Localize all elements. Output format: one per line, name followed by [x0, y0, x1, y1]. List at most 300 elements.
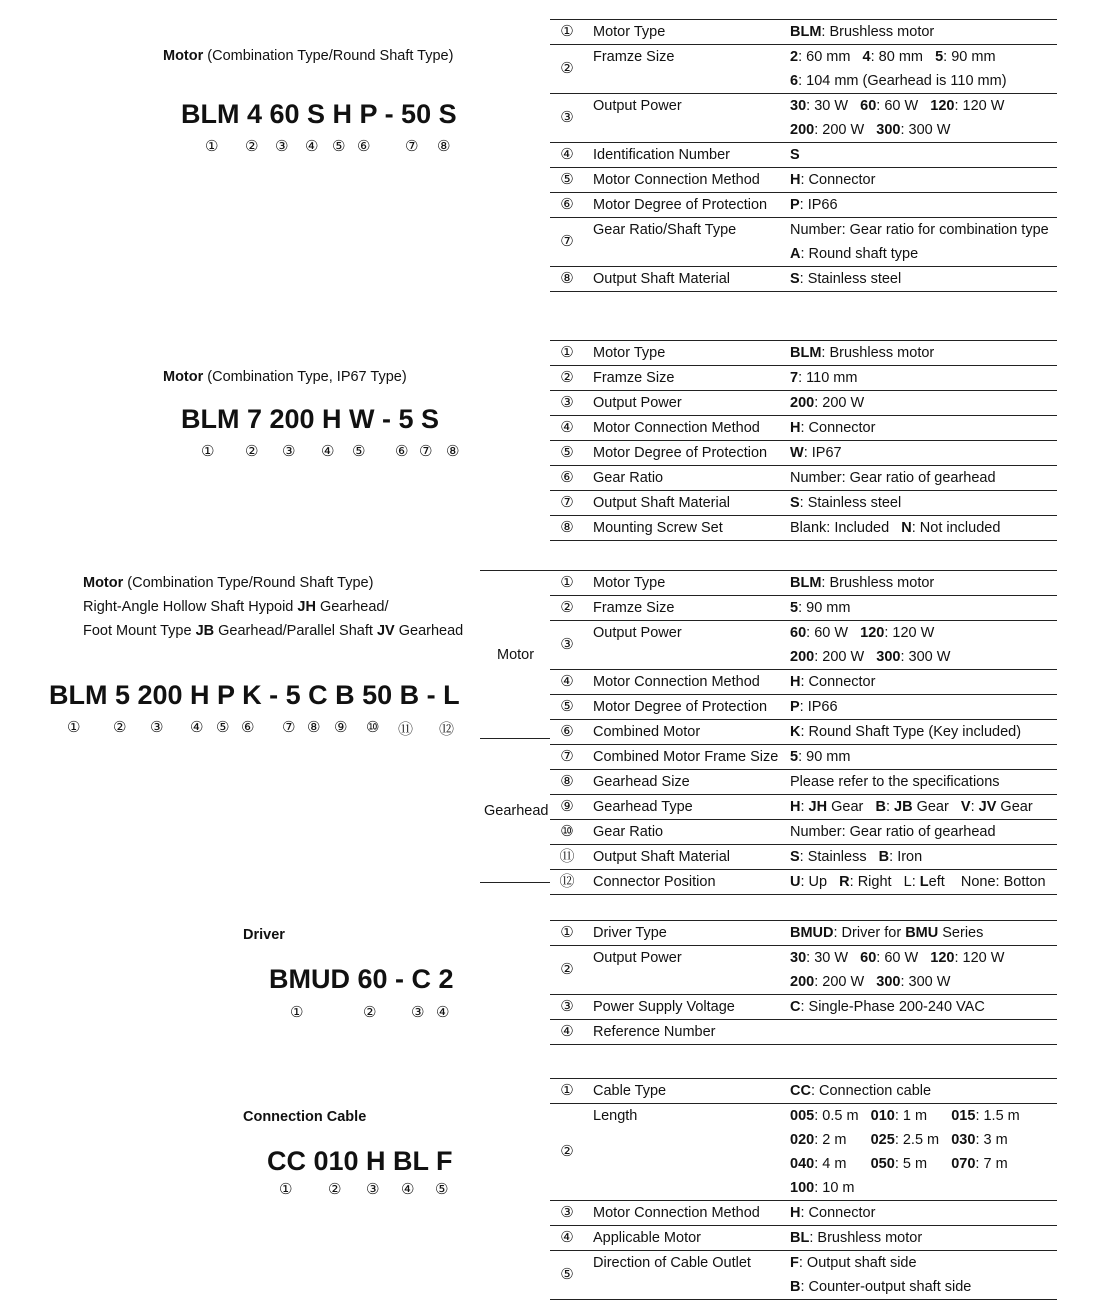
row-number: ① [560, 1082, 574, 1099]
value-text: H [790, 1205, 801, 1221]
value-text: 010 [870, 1108, 895, 1124]
row-number: ⑧ [560, 519, 574, 536]
value-text: 7 [790, 370, 799, 386]
row-number: ⑤ [560, 444, 574, 461]
value-text: : 2 m [814, 1132, 871, 1148]
value-text: 30 [790, 950, 807, 966]
value-text: K [790, 724, 801, 740]
position-number: ⑧ [446, 443, 460, 460]
value-text: : 120 W [954, 98, 1005, 114]
value-line [790, 341, 934, 365]
value-text: BL [790, 1230, 810, 1246]
row-number: ② [560, 60, 574, 77]
row-number: ② [560, 599, 574, 616]
value-text: JH [808, 799, 828, 815]
row-value [790, 995, 985, 1019]
value-text: 5 [790, 600, 799, 616]
value-line [790, 391, 864, 415]
row-label: Length [593, 1108, 638, 1124]
spec-row [550, 516, 1057, 541]
value-text: 60 [860, 98, 877, 114]
spec-row [550, 670, 1057, 695]
row-number: ⑩ [560, 823, 574, 840]
row-value [790, 946, 1004, 994]
row-label: Output Power [593, 625, 682, 641]
value-text: W [790, 445, 804, 461]
position-number: ⑧ [307, 719, 321, 736]
spec-row [550, 770, 1057, 795]
value-text: C [790, 999, 801, 1015]
row-number: ② [560, 961, 574, 978]
position-number: ③ [275, 138, 289, 155]
code-position-numbers [0, 137, 1104, 157]
spec-row [550, 193, 1057, 218]
value-text: : 7 m [975, 1156, 1008, 1172]
row-label: Mounting Screw Set [593, 520, 723, 536]
row-value [790, 820, 996, 844]
spec-table [550, 1078, 1057, 1300]
value-text: P [790, 699, 800, 715]
position-number: ④ [401, 1181, 415, 1198]
group-label-gearhead: Gearhead [484, 803, 549, 819]
value-text: : 90 mm [798, 749, 851, 765]
value-text: : Stainless [799, 849, 879, 865]
value-text: : 90 mm [798, 600, 851, 616]
spec-table [550, 19, 1057, 292]
row-number: ① [560, 344, 574, 361]
value-line [790, 970, 1004, 994]
row-label: Output Shaft Material [593, 271, 731, 287]
value-text: S [790, 271, 800, 287]
value-text: : Connector [800, 172, 876, 188]
spec-row [550, 946, 1057, 995]
row-value [790, 441, 842, 465]
row-label: Motor Type [593, 575, 666, 591]
value-text: : Iron [889, 849, 923, 865]
value-text: 300 [876, 122, 901, 138]
spec-row [550, 795, 1057, 820]
value-text: 100 [790, 1180, 815, 1196]
row-label: Gearhead Type [593, 799, 693, 815]
value-text: H [790, 674, 801, 690]
row-value [790, 720, 1021, 744]
row-value [790, 870, 1046, 894]
spec-row [550, 94, 1057, 143]
value-line [790, 366, 857, 390]
value-text: V [960, 799, 971, 815]
value-text: 4 [862, 49, 871, 65]
value-text: : 120 W [954, 950, 1005, 966]
value-text: A [790, 246, 801, 262]
model-code: BLM 5 200 H P K - 5 C B 50 B - L [49, 680, 460, 710]
value-text: 070 [951, 1156, 976, 1172]
value-line [790, 995, 985, 1019]
value-line [790, 143, 800, 167]
position-number: ② [245, 138, 259, 155]
value-line [790, 845, 922, 869]
value-line [790, 441, 842, 465]
row-label: Motor Connection Method [593, 172, 760, 188]
value-line [790, 193, 838, 217]
row-label: Motor Degree of Protection [593, 445, 768, 461]
value-text: : Brushless motor [809, 1230, 923, 1246]
value-text: 030 [951, 1132, 976, 1148]
section-title: Motor (Combination Type/Round Shaft Type) [83, 575, 374, 591]
spec-row [550, 720, 1057, 745]
spec-row [550, 218, 1057, 267]
row-value [790, 193, 838, 217]
value-line [790, 491, 901, 515]
position-number: ④ [190, 719, 204, 736]
value-line [790, 69, 1007, 93]
row-number: ③ [560, 109, 574, 126]
value-line [790, 267, 901, 291]
row-value [790, 366, 857, 390]
value-text: : 90 mm [943, 49, 996, 65]
spec-row [550, 20, 1057, 45]
section-title-line [83, 599, 389, 615]
value-text: U [790, 874, 801, 890]
value-text: Gearhead [394, 623, 464, 639]
value-text: : 2.5 m [894, 1132, 952, 1148]
value-line [790, 695, 838, 719]
row-number: ⑧ [560, 773, 574, 790]
row-number: ⑥ [560, 469, 574, 486]
value-text: CC [790, 1083, 811, 1099]
value-text: eft None: Botton [928, 874, 1046, 890]
row-value [790, 466, 996, 490]
row-number: ① [560, 574, 574, 591]
value-text: : Connection cable [810, 1083, 932, 1099]
row-value [790, 745, 850, 769]
row-label: Output Power [593, 98, 682, 114]
value-text: : 5 m [894, 1156, 952, 1172]
spec-row [550, 441, 1057, 466]
position-number: ④ [321, 443, 335, 460]
spec-row [550, 870, 1057, 895]
value-text: 015 [951, 1108, 976, 1124]
value-text: L [919, 874, 929, 890]
position-number: ③ [282, 443, 296, 460]
value-text: : Not included [911, 520, 1001, 536]
value-text: JB [195, 623, 215, 639]
value-line [790, 168, 875, 192]
value-line [790, 516, 1000, 540]
position-number: ⑦ [419, 443, 433, 460]
row-label: Motor Connection Method [593, 420, 760, 436]
value-line [790, 670, 875, 694]
code-position-numbers [0, 1180, 1104, 1200]
row-number: ⑪ [559, 848, 575, 865]
row-label: Reference Number [593, 1024, 716, 1040]
group-divider [480, 738, 550, 739]
row-label: Framze Size [593, 600, 675, 616]
spec-row [550, 366, 1057, 391]
row-label: Direction of Cable Outlet [593, 1255, 751, 1271]
value-text: BLM [790, 24, 822, 40]
value-text: Number: Gear ratio for combination type [790, 222, 1049, 238]
value-text: JV [978, 799, 997, 815]
value-line [790, 571, 934, 595]
value-line [790, 1079, 931, 1103]
spec-row [550, 391, 1057, 416]
row-value [790, 45, 1007, 93]
value-text: : 300 W [900, 122, 951, 138]
value-text: H [790, 420, 801, 436]
row-label: Framze Size [593, 49, 675, 65]
value-text: P [790, 197, 800, 213]
spec-row [550, 1251, 1057, 1300]
value-text: BLM [790, 575, 822, 591]
group-divider [480, 570, 550, 571]
section-title-line [83, 623, 463, 639]
value-text: : 200 W [814, 395, 865, 411]
value-text: : 0.5 m [814, 1108, 871, 1124]
position-number: ① [201, 443, 215, 460]
row-label: Cable Type [593, 1083, 667, 1099]
row-label: Gear Ratio/Shaft Type [593, 222, 737, 238]
value-text: : 300 W [900, 649, 951, 665]
value-text: 200 [790, 649, 815, 665]
position-number: ④ [305, 138, 319, 155]
value-text: : 1.5 m [975, 1108, 1020, 1124]
position-number: ② [328, 1181, 342, 1198]
position-number: ⑥ [357, 138, 371, 155]
value-text: : Brushless motor [821, 575, 935, 591]
value-text: 200 [790, 122, 815, 138]
value-text: : Brushless motor [821, 345, 935, 361]
position-number: ② [363, 1004, 377, 1021]
value-line [790, 1152, 1020, 1176]
row-number: ④ [560, 146, 574, 163]
value-line [790, 1128, 1020, 1152]
row-number: ④ [560, 673, 574, 690]
value-text: 120 [930, 950, 955, 966]
value-text: : 10 m [814, 1180, 855, 1196]
row-label: Motor Connection Method [593, 1205, 760, 1221]
value-text: Gearhead/Parallel Shaft [214, 623, 377, 639]
spec-row [550, 341, 1057, 366]
position-number: ① [279, 1181, 293, 1198]
section-title: Motor (Combination Type, IP67 Type) [163, 369, 407, 385]
row-label: Motor Degree of Protection [593, 197, 768, 213]
value-text: Series [938, 925, 984, 941]
position-number: ⑤ [216, 719, 230, 736]
row-number: ① [560, 924, 574, 941]
value-text: : 110 mm [798, 370, 858, 386]
row-number: ⑦ [560, 748, 574, 765]
value-line [790, 1275, 971, 1299]
value-text: : Output shaft side [798, 1255, 917, 1271]
position-number: ⑫ [439, 721, 455, 738]
row-value [790, 670, 875, 694]
value-text: : 104 mm (Gearhead is 110 mm) [798, 73, 1007, 89]
value-text: JV [376, 623, 395, 639]
value-text: : Driver for [833, 925, 906, 941]
position-number: ⑤ [332, 138, 346, 155]
value-line [790, 416, 875, 440]
spec-row [550, 921, 1057, 946]
spec-row [550, 1020, 1057, 1045]
value-text: BMUD [790, 925, 834, 941]
value-text: : 4 m [814, 1156, 871, 1172]
value-text: : Connector [800, 674, 876, 690]
value-text: 2 [790, 49, 799, 65]
row-value [790, 571, 934, 595]
value-text: Number: Gear ratio of gearhead [790, 470, 996, 486]
row-number: ③ [560, 636, 574, 653]
value-text: : Right L: [849, 874, 920, 890]
value-text: 300 [876, 649, 901, 665]
row-value [790, 1104, 1020, 1200]
value-text: Blank: Included [790, 520, 902, 536]
value-text: : [800, 799, 809, 815]
position-number: ⑪ [398, 721, 414, 738]
position-number: ② [113, 719, 127, 736]
spec-row [550, 45, 1057, 94]
row-value [790, 1226, 922, 1250]
row-number: ⑫ [559, 873, 575, 890]
row-number: ④ [560, 1023, 574, 1040]
spec-row [550, 995, 1057, 1020]
value-line [790, 946, 1004, 970]
position-number: ③ [411, 1004, 425, 1021]
spec-row [550, 1226, 1057, 1251]
code-position-numbers [0, 1003, 1104, 1023]
value-text: H [790, 172, 801, 188]
value-text: 300 [876, 974, 901, 990]
value-text: : Round Shaft Type (Key included) [800, 724, 1022, 740]
value-text: S [790, 495, 800, 511]
value-line [790, 118, 1004, 142]
value-text: 200 [790, 395, 815, 411]
model-code: BLM 7 200 H W - 5 S [181, 404, 440, 434]
row-value [790, 267, 901, 291]
value-line [790, 645, 950, 669]
position-number: ⑩ [366, 719, 380, 736]
value-text: JH [297, 599, 316, 615]
value-text: : 1 m [894, 1108, 952, 1124]
value-line [790, 45, 1007, 69]
row-label: Applicable Motor [593, 1230, 701, 1246]
position-number: ⑥ [395, 443, 409, 460]
value-line [790, 820, 996, 844]
row-value [790, 218, 1049, 266]
row-label: Motor Degree of Protection [593, 699, 768, 715]
row-number: ⑤ [560, 698, 574, 715]
position-number: ④ [436, 1004, 450, 1021]
spec-table [550, 570, 1057, 895]
position-number: ③ [366, 1181, 380, 1198]
row-label: Connector Position [593, 874, 716, 890]
position-number: ① [205, 138, 219, 155]
value-text: : Round shaft type [800, 246, 919, 262]
row-number: ③ [560, 998, 574, 1015]
position-number: ③ [150, 719, 164, 736]
value-text: 020 [790, 1132, 815, 1148]
spec-row [550, 466, 1057, 491]
spec-row [550, 820, 1057, 845]
value-text: : 120 W [884, 625, 935, 641]
row-value [790, 1079, 931, 1103]
position-number: ⑦ [405, 138, 419, 155]
spec-row [550, 168, 1057, 193]
spec-row [550, 571, 1057, 596]
value-text: 6 [790, 73, 799, 89]
spec-row [550, 143, 1057, 168]
row-number: ⑤ [560, 1266, 574, 1283]
value-text: BMU [905, 925, 939, 941]
value-text: : 200 W [814, 974, 877, 990]
value-text: : 80 mm [870, 49, 936, 65]
value-text: 5 [935, 49, 944, 65]
value-text: : Counter-output shaft side [800, 1279, 972, 1295]
value-text: : 60 W [876, 950, 931, 966]
row-number: ⑦ [560, 494, 574, 511]
row-value [790, 795, 1033, 819]
value-text: : 60 W [876, 98, 931, 114]
value-text: 60 [790, 625, 807, 641]
value-line [790, 1104, 1020, 1128]
value-line [790, 770, 1000, 794]
spec-table [550, 920, 1057, 1045]
row-label: Gear Ratio [593, 470, 664, 486]
spec-row [550, 845, 1057, 870]
row-number: ⑥ [560, 196, 574, 213]
spec-row [550, 695, 1057, 720]
value-text: F [790, 1255, 799, 1271]
value-text: : [970, 799, 979, 815]
row-label: Gearhead Size [593, 774, 690, 790]
position-number: ② [245, 443, 259, 460]
value-text: : Single-Phase 200-240 VAC [800, 999, 985, 1015]
value-text: : Stainless steel [799, 495, 902, 511]
row-value [790, 1201, 875, 1225]
model-code: BMUD 60 - C 2 [269, 964, 454, 994]
value-text: S [790, 147, 800, 163]
row-value [790, 20, 934, 44]
value-line [790, 242, 1049, 266]
value-text: Foot Mount Type [83, 623, 196, 639]
value-text: : 300 W [900, 974, 951, 990]
value-text: S [790, 849, 800, 865]
value-text: B [878, 849, 890, 865]
row-label: Output Shaft Material [593, 849, 731, 865]
row-number: ④ [560, 1229, 574, 1246]
value-text: BLM [790, 345, 822, 361]
value-line [790, 1201, 875, 1225]
value-text: N [901, 520, 912, 536]
value-text: 120 [860, 625, 885, 641]
row-value [790, 516, 1000, 540]
value-text: JB [894, 799, 913, 815]
value-text: 120 [930, 98, 955, 114]
row-label: Motor Type [593, 345, 666, 361]
row-label: Identification Number [593, 147, 731, 163]
value-text: : 60 W [806, 625, 861, 641]
value-text: 60 [860, 950, 877, 966]
row-value [790, 921, 983, 945]
row-label: Framze Size [593, 370, 675, 386]
code-position-numbers [0, 442, 1104, 462]
spec-row [550, 596, 1057, 621]
model-code: CC 010 H BL F [267, 1146, 453, 1176]
row-value [790, 341, 934, 365]
value-line [790, 621, 950, 645]
position-number: ⑤ [435, 1181, 449, 1198]
row-number: ⑤ [560, 171, 574, 188]
value-text: B [875, 799, 886, 815]
